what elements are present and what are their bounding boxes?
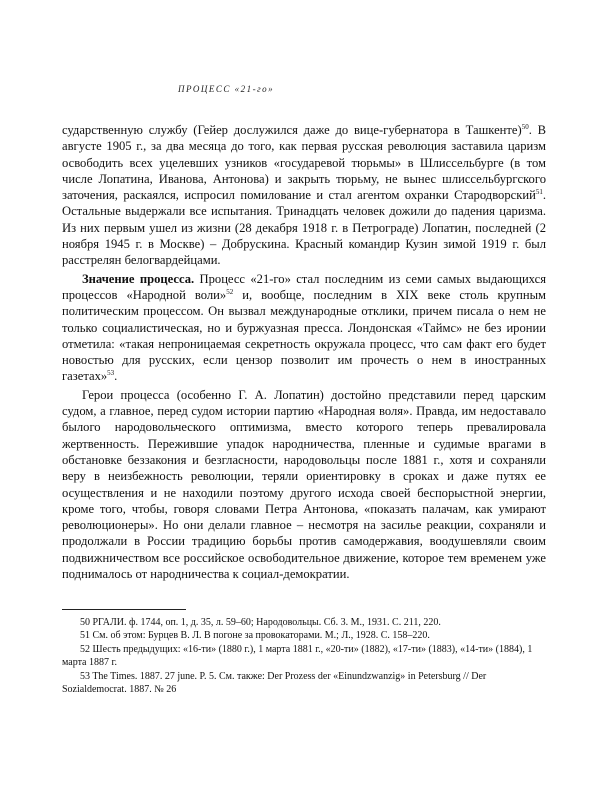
para1-text: сударственную службу (Гейер дослужился даже до вице-губернатора в Ташкенте)	[62, 123, 522, 137]
para2-text: Процесс «21-го» стал последним из семи самых выдающихся процессов «Народной воли»	[62, 271, 546, 302]
paragraph-continuation	[62, 122, 546, 269]
footnote-ref-53: 53	[107, 369, 115, 378]
paragraph-heroes: Герои процесса (особенно Г. А. Лопатин) достойно представили перед царским судом, а главное, перед судом истории партию «Народная воля». Правда, им недоставало былого народовольческого оптимизма, вместо которого теперь превалировала жертвенность. Пережившие упадок народничества, пленные и судимые врагами в обстановке беззакония и безгласности, народовольцы после 1881 г., хотя и сохраняли веру в неизбежность революции, теряли ориентировку в сроках и даже путях ее осуществления и не находили поэтому другого исхода своей беспорыстной энергии, кроме того, чтобы, говоря словами Петра Антонова, «показать палачам, как умирают революционеры». Но они делали главное – несмотря на засилье реакции, сохраняли и продолжали в России традицию борьбы против самодержавия, воодушевляли своим подвижничеством все российское освободительное движение, которое тем временем уже поднималось от народничества к социал-демократии.	[62, 387, 546, 582]
footnotes	[62, 616, 546, 696]
footnote-ref-51: 51	[535, 188, 543, 196]
footnote-52: 52 Шесть предыдущих: «16-ти» (1880 г.), 1 марта 1881 г., «20-ти» (1882), «17-ти» (1883), «14-ти» (1884), 1 марта 1887 г.	[62, 643, 533, 669]
footnote-ref-52: 52	[226, 287, 234, 296]
footnote-53: 53 The Times. 1887. 27 june. P. 5. См. также: Der Prozess der «Einundzwanzig» in Petersburg // Der Sozialdemocrat. 1887. № 26	[62, 670, 487, 696]
paragraph-significance	[62, 271, 546, 385]
para1-text-end: . Остальные выдержали все испытания. Тринадцать человек дожили до падения царизма. Из них первым ушел из жизни (28 декабря 1918 г. в Петрограде) Лопатин, последней (2 ноября 1945 г. в Москве) – Добрускина. Красный командир Кузин зимой 1919 г. был расстрелян белогвардейцами.	[62, 188, 546, 268]
running-head: ПРОЦЕСС «21-го»	[178, 84, 275, 94]
footnote-ref-50: 50	[521, 122, 529, 131]
para1-text-rest: . В августе 1905 г., за два месяца до того, как первая русская революция заставила царизм освободить всех уцелевших узников «государевой тюрьмы» в Шлиссельбурге (в том числе Лопатина, Иванова, Антонова) и закрыть тюрьму, не вынес шлиссельбургского заточения, раскаялся, испросил помилование и стал агентом охранки Стародворский	[62, 123, 546, 203]
footnote-51: 51 См. об этом: Бурцев В. Л. В погоне за провокаторами. М.; Л., 1928. С. 158–220.	[80, 630, 430, 642]
main-text	[62, 122, 546, 582]
footnote-50: 50 РГАЛИ. ф. 1744, оп. 1, д. 35, л. 59–60; Народовольцы. Сб. 3. М., 1931. С. 211, 220.	[80, 617, 441, 628]
footnote-divider	[62, 609, 186, 610]
section-lead: Значение процесса.	[82, 271, 195, 286]
para2-text-end: .	[114, 369, 118, 384]
para2-text-rest: и, вообще, последним в XIX веке столь крупным политическим процессом. Он вызвал международные отклики, причем писала о нем не только социалистическая, но и буржуазная пресса. Лондонская «Таймс» не без иронии отметила: «такая непроницаемая секретность окружала процесс, что сам факт его будет новостью для русских, если цензор позволит им прочесть о нем в иностранных газетах»	[62, 287, 546, 384]
